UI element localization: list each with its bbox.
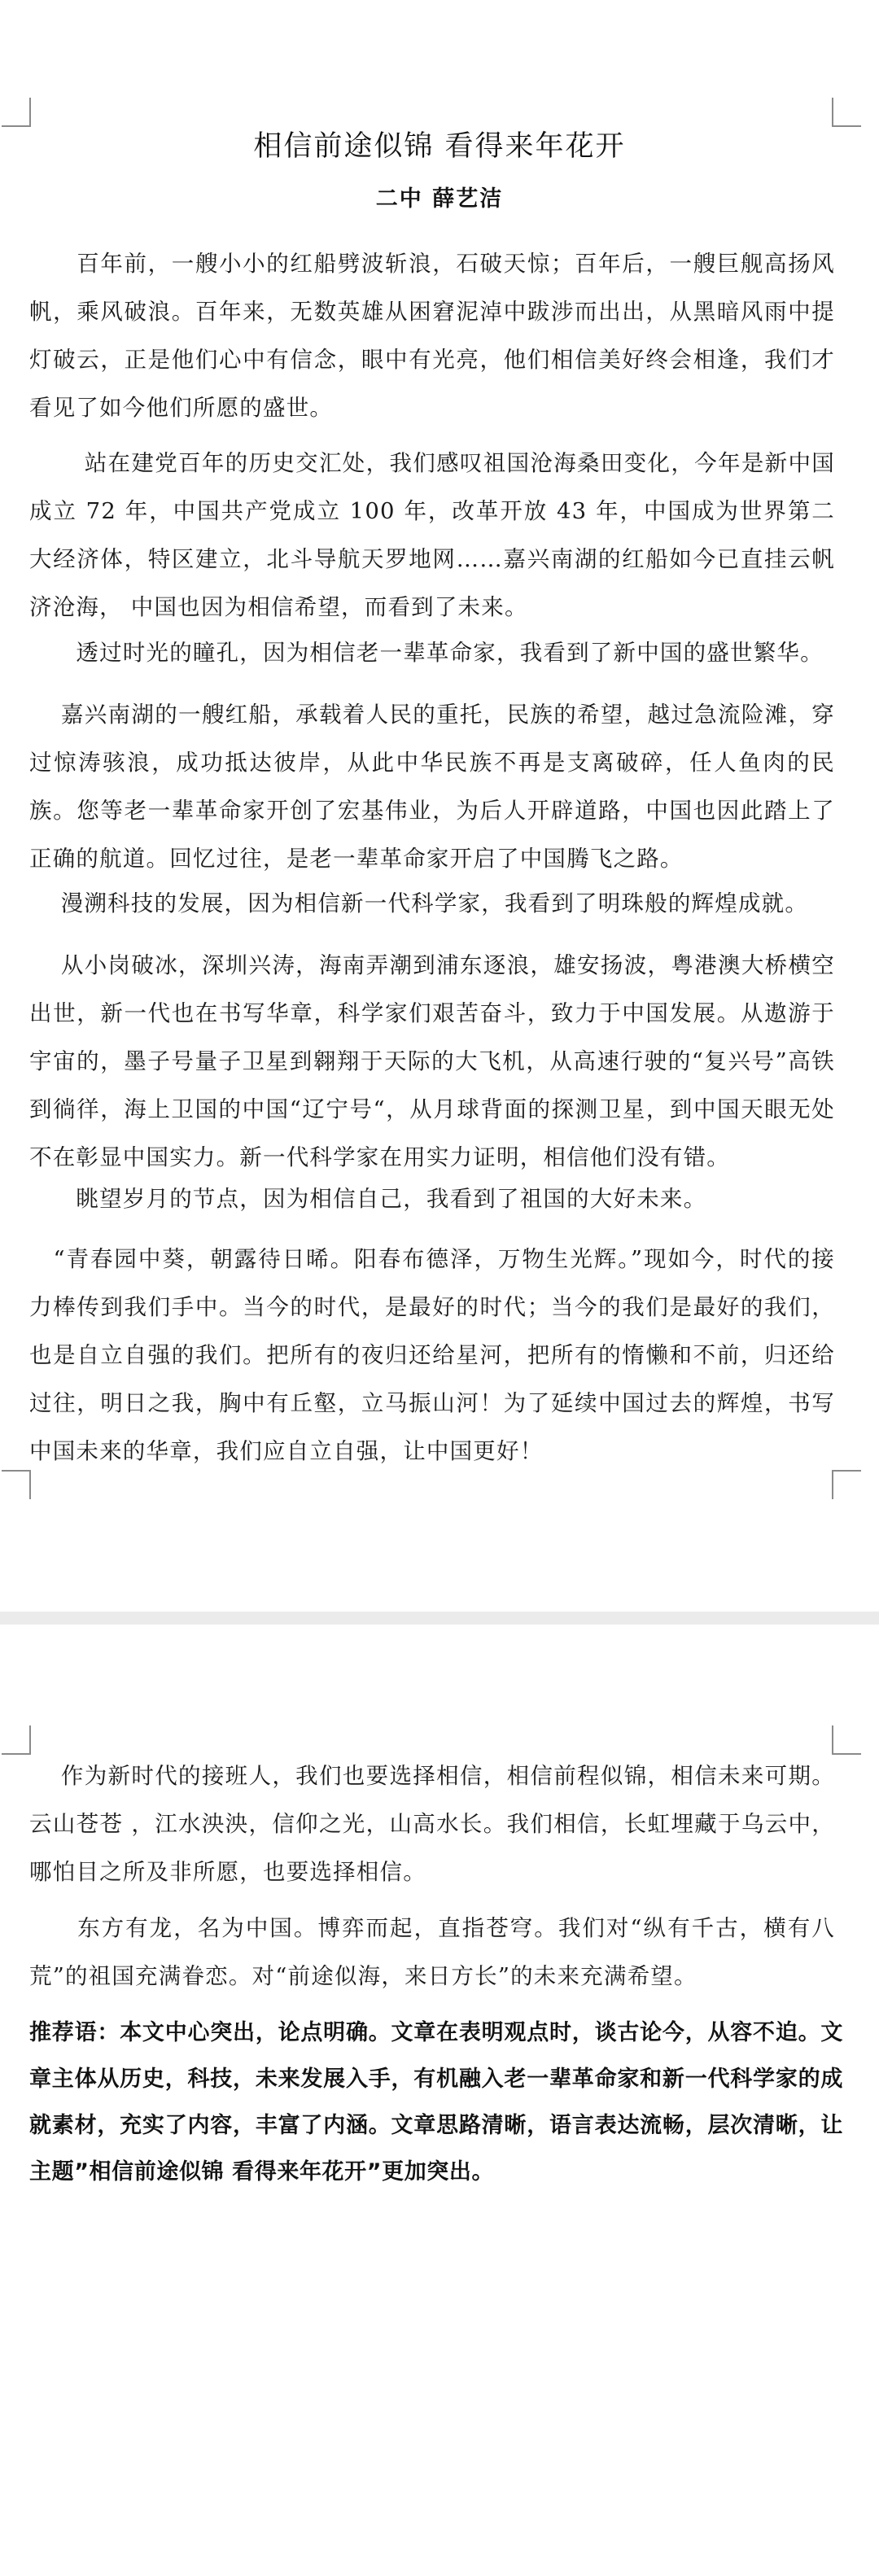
essay-author: 二中 薛艺洁	[375, 186, 504, 212]
crop-mark-bottom-right	[832, 1470, 861, 1499]
paragraph-4: 嘉兴南湖的一艘红船，承载着人民的重托，民族的希望，越过急流险滩，穿过惊涛骇浪，成功抵达彼岸，从此中华民族不再是支离破碎，任人鱼肉的民族。您等老一辈革命家开创了宏基伟业，为后人开辟道路，中国也因此踏上了正确的航道。回忆过往，是老一辈革命家开启了中国腾飞之路。	[29, 702, 835, 872]
recommendation-text: 推荐语：本文中心突出，论点明确。文章在表明观点时，谈古论今，从容不迫。文章主体从历史，科技，未来发展入手，有机融入老一辈革命家和新一代科学家的成就素材，充实了内容，丰富了内涵。文章思路清晰，语言表达流畅，层次清晰，让主题”相信前途似锦 看得来年花开”更加突出。	[29, 2020, 843, 2185]
crop-mark-bottom-left	[2, 1470, 31, 1499]
paragraph-2: 站在建党百年的历史交汇处，我们感叹祖国沧海桑田变化，今年是新中国成立 72 年，中国共产党成立 100 年，改革开放 43 年，中国成为世界第二大经济体，特区建立，北斗导航天罗地网……嘉兴南湖的红船如今已直挂云帆济沧海， 中国也因为相信希望，而看到了未来。	[29, 450, 835, 620]
paragraph-1: 百年前，一艘小小的红船劈波斩浪，石破天惊；百年后，一艘巨舰高扬风帆，乘风破浪。百年来，无数英雄从困窘泥淖中跋涉而出出，从黑暗风雨中提灯破云，正是他们心中有信念，眼中有光亮，他们相信美好终会相逢，我们才看见了如今他们所愿的盛世。	[29, 251, 835, 421]
paragraph-5: 漫溯科技的发展，因为相信新一代科学家，我看到了明珠般的辉煌成就。	[29, 890, 809, 916]
paragraph-7: 眺望岁月的节点，因为相信自己，我看到了祖国的大好未来。	[29, 1186, 707, 1212]
paragraph-10: 东方有龙，名为中国。博弈而起，直指苍穹。我们对“纵有千古，横有八荒”的祖国充满眷恋。对“前途似海，来日方长”的未来充满希望。	[29, 1915, 835, 1989]
page-separator	[0, 1612, 879, 1625]
paragraph-3: 透过时光的瞳孔，因为相信老一辈革命家，我看到了新中国的盛世繁华。	[29, 640, 824, 666]
paragraph-6: 从小岗破冰，深圳兴涛，海南弄潮到浦东逐浪，雄安扬波，粤港澳大桥横空出世，新一代也在书写华章，科学家们艰苦奋斗，致力于中国发展。从遨游于宇宙的，墨子号量子卫星到翱翔于天际的大飞机，从高速行驶的“复兴号”高铁到徜徉，海上卫国的中国“辽宁号“，从月球背面的探测卫星，到中国天眼无处不在彰显中国实力。新一代科学家在用实力证明，相信他们没有错。	[29, 952, 835, 1170]
crop-mark-top-left	[2, 1725, 31, 1755]
crop-mark-top-left	[2, 98, 31, 127]
paragraph-8: “青春园中葵，朝露待日晞。阳春布德泽，万物生光辉。”现如今，时代的接力棒传到我们手中。当今的时代，是最好的时代；当今的我们是最好的我们，也是自立自强的我们。把所有的夜归还给星河，把所有的惰懒和不前，归还给过往，明日之我，胸中有丘壑，立马振山河！为了延续中国过去的辉煌，书写中国未来的华章，我们应自立自强，让中国更好！	[29, 1246, 835, 1464]
paragraph-9: 作为新时代的接班人，我们也要选择相信，相信前程似锦，相信未来可期。云山苍苍 ，江水泱泱，信仰之光，山高水长。我们相信，长虹埋藏于乌云中，哪怕目之所及非所愿，也要选择相信。	[29, 1763, 835, 1885]
essay-title: 相信前途似锦 看得来年花开	[253, 130, 626, 163]
crop-mark-top-right	[832, 98, 861, 127]
crop-mark-top-right	[832, 1725, 861, 1755]
document-page-2	[0, 1625, 879, 2576]
